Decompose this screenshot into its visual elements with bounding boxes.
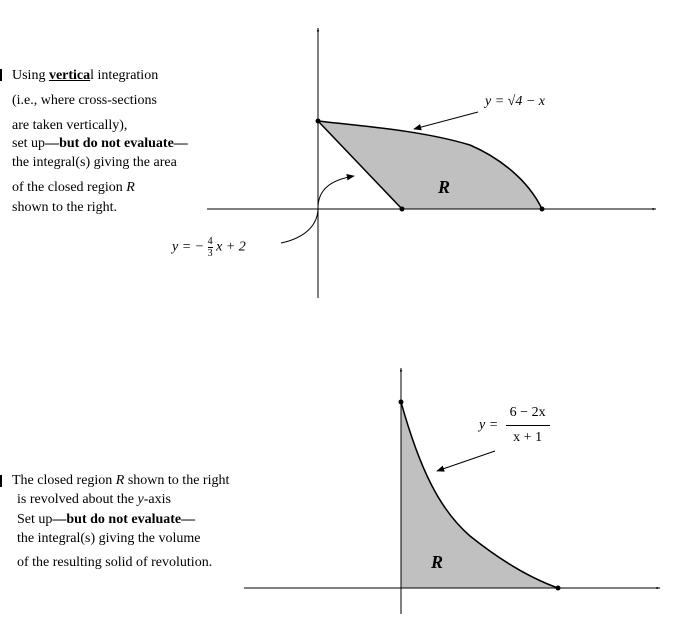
figure2-curve-label-y: y = xyxy=(479,417,499,433)
problem2-line1-post: shown to the right xyxy=(124,473,230,488)
figure1 xyxy=(207,28,656,298)
figure2-curve-label xyxy=(479,405,550,446)
problem1-line1-emph: vertica xyxy=(48,68,91,83)
problem1-line7: shown to the right. xyxy=(12,200,117,215)
problem2-line2-pre: is revolved about the xyxy=(17,492,138,507)
figure2 xyxy=(244,368,660,614)
figure1-shaded-region xyxy=(318,121,542,209)
problem2-line3-pre: Set up xyxy=(17,512,53,527)
problem1-line1-pre: Using xyxy=(12,68,49,83)
figure1-curve-label: y = √4 − x xyxy=(485,94,546,109)
problem1-line4-pre: set up xyxy=(12,136,46,151)
figure2-curve-pointer-arrow xyxy=(437,451,495,471)
problem2-line3-bold: —but do not evaluate— xyxy=(52,512,196,527)
figure1-curve-pointer-arrow xyxy=(414,112,478,129)
figure1-line-frac-den: 3 xyxy=(207,248,213,259)
figure1-line-fraction xyxy=(208,236,213,259)
figure1-point-top xyxy=(316,119,321,124)
figure1-region-label: R xyxy=(438,177,451,197)
figure1-line-label-post: x + 2 xyxy=(216,239,246,255)
figure1-point-right xyxy=(540,207,545,212)
figure2-curve-fraction xyxy=(506,405,550,446)
problem2-line2-var: y xyxy=(137,492,144,507)
problem1-line6-pre: of the closed region xyxy=(12,180,127,195)
figure2-point-top xyxy=(399,400,404,405)
problem1-line6-var: R xyxy=(126,180,135,195)
problem2-line1-pre: The closed region xyxy=(12,473,116,488)
figure1-line-label-pre: y = − xyxy=(172,239,205,255)
problem1-line5: the integral(s) giving the area xyxy=(12,155,177,170)
figure1-line-frac-num: 4 xyxy=(207,236,213,247)
problem2-line5: of the resulting solid of revolution. xyxy=(17,555,213,570)
figure2-curve-frac-num: 6 − 2x xyxy=(506,405,550,426)
figure1-point-mid xyxy=(400,207,405,212)
figure1-line-label xyxy=(172,236,246,259)
problem1-line1-post: l integration xyxy=(90,68,159,83)
problem2-line2-post: -axis xyxy=(143,492,171,507)
problem1-line2: (i.e., where cross-sections xyxy=(12,93,158,108)
problem1-line4-bold: —but do not evaluate— xyxy=(45,136,188,151)
problem1-line3: are taken vertically), xyxy=(12,118,128,133)
figure2-region-label: R xyxy=(431,552,444,572)
figure2-curve-frac-den: x + 1 xyxy=(513,430,543,445)
problem2-line1-var: R xyxy=(115,473,125,488)
problem2-line4: the integral(s) giving the volume xyxy=(17,531,201,546)
figure2-point-right xyxy=(556,586,561,591)
